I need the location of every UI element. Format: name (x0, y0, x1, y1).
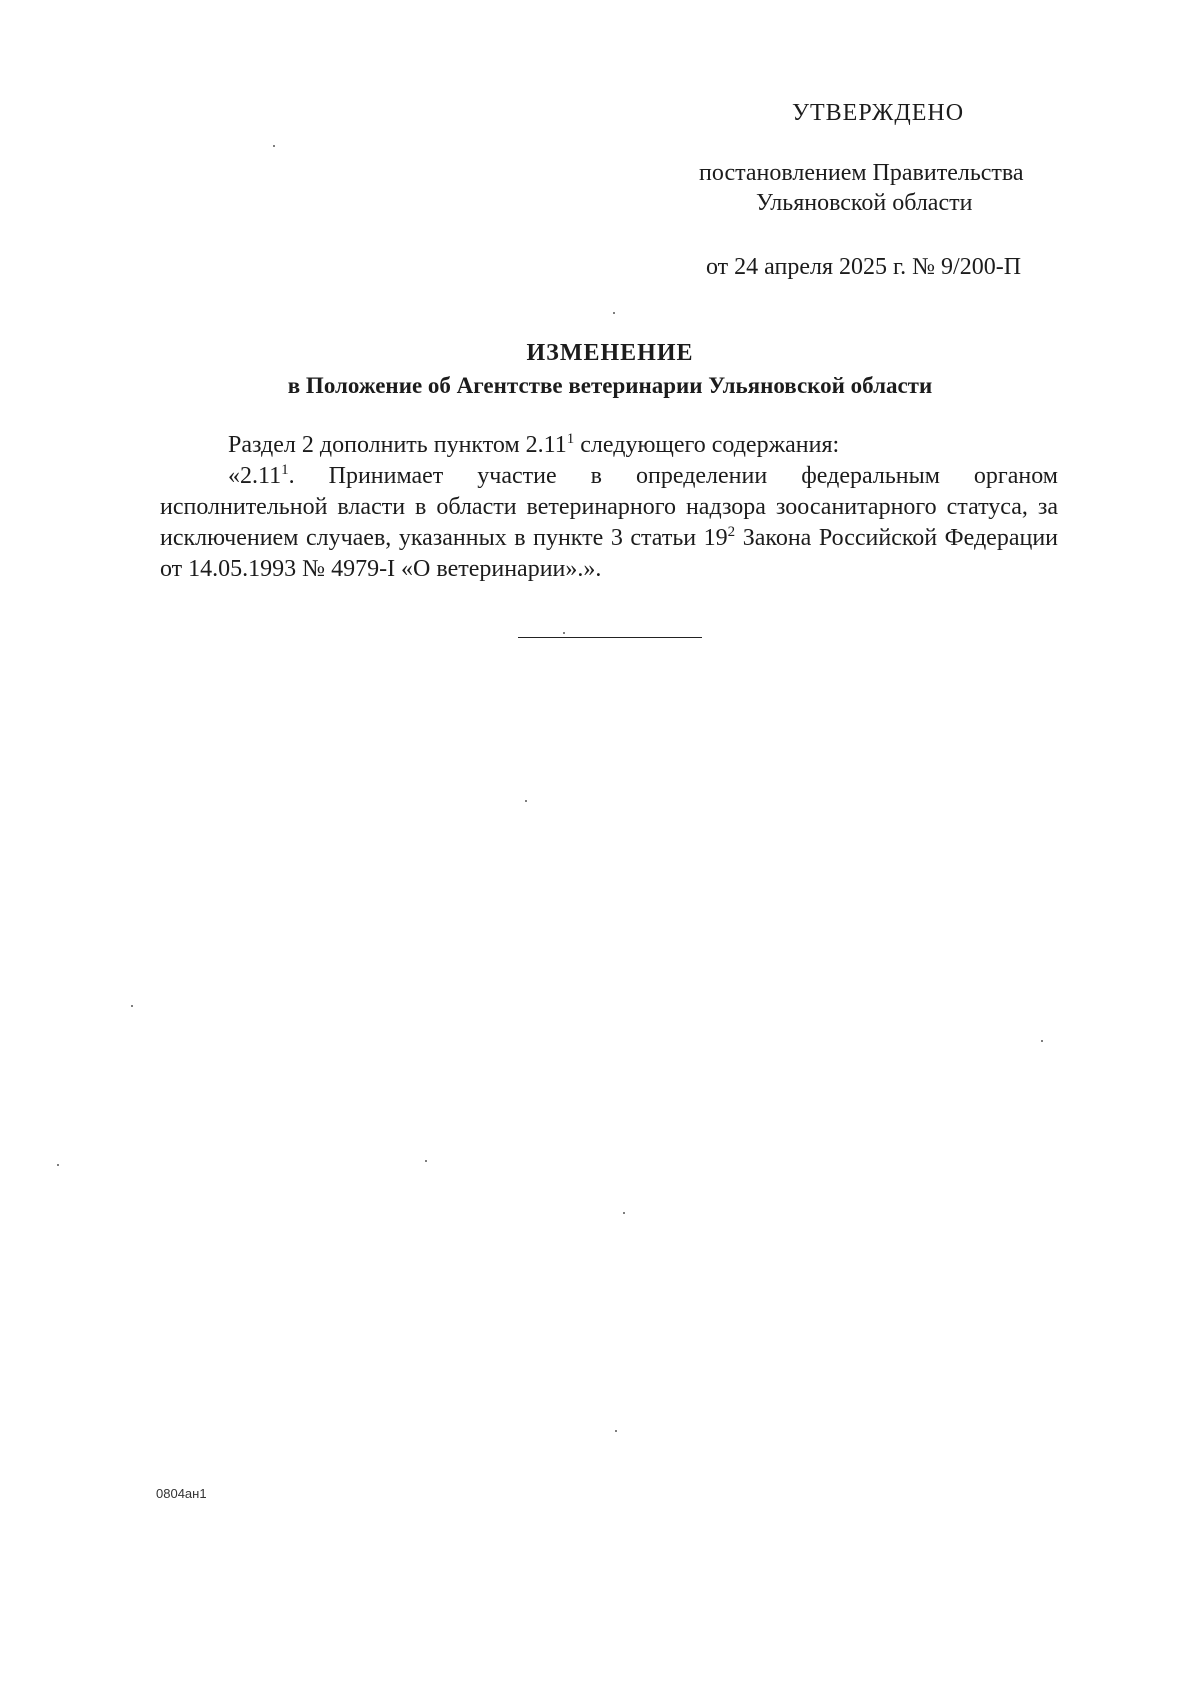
superscript: 2 (727, 524, 736, 540)
scan-speck (425, 1160, 427, 1162)
amendment-instruction (160, 430, 1058, 461)
scan-speck (273, 145, 275, 147)
instruction-text-end: следующего содержания: (574, 432, 840, 458)
approval-authority-line2: Ульяновской области (756, 190, 973, 216)
amendment-clause (160, 461, 1058, 585)
clause-text: . Принимает участие в определении федеральным органом исполнительной власти в области ветеринарного надзора зоосанитарного статуса, за исключением случаев, указанных в пункте 3 статьи 19 (160, 463, 1058, 551)
superscript: 1 (281, 462, 289, 478)
scan-speck (131, 1005, 133, 1007)
closing-rule (518, 637, 702, 638)
superscript: 1 (566, 431, 575, 447)
scan-speck (57, 1164, 59, 1166)
scan-speck (613, 312, 615, 314)
scan-speck (1041, 1040, 1043, 1042)
scan-speck (563, 632, 565, 634)
document-code: 0804ан1 (156, 1486, 207, 1501)
document-subtitle: в Положение об Агентстве ветеринарии Ульяновской области (287, 373, 933, 398)
scan-speck (615, 1430, 617, 1432)
approval-heading: УТВЕРЖДЕНО (792, 100, 965, 126)
approval-authority-line1: постановлением Правительства (699, 160, 1024, 186)
approval-date-number: от 24 апреля 2025 г. № 9/200-П (706, 254, 1022, 280)
scan-speck (623, 1212, 625, 1214)
document-title: ИЗМЕНЕНИЕ (526, 340, 694, 366)
clause-text-end: Закона Российской Федерации от 14.05.1993 № 4979-I «О ветеринарии».». (160, 525, 1059, 582)
instruction-text: Раздел 2 дополнить пунктом 2.11 (228, 432, 567, 458)
document-body (160, 430, 1058, 585)
scan-speck (525, 800, 527, 802)
clause-number: «2.11 (228, 463, 282, 489)
